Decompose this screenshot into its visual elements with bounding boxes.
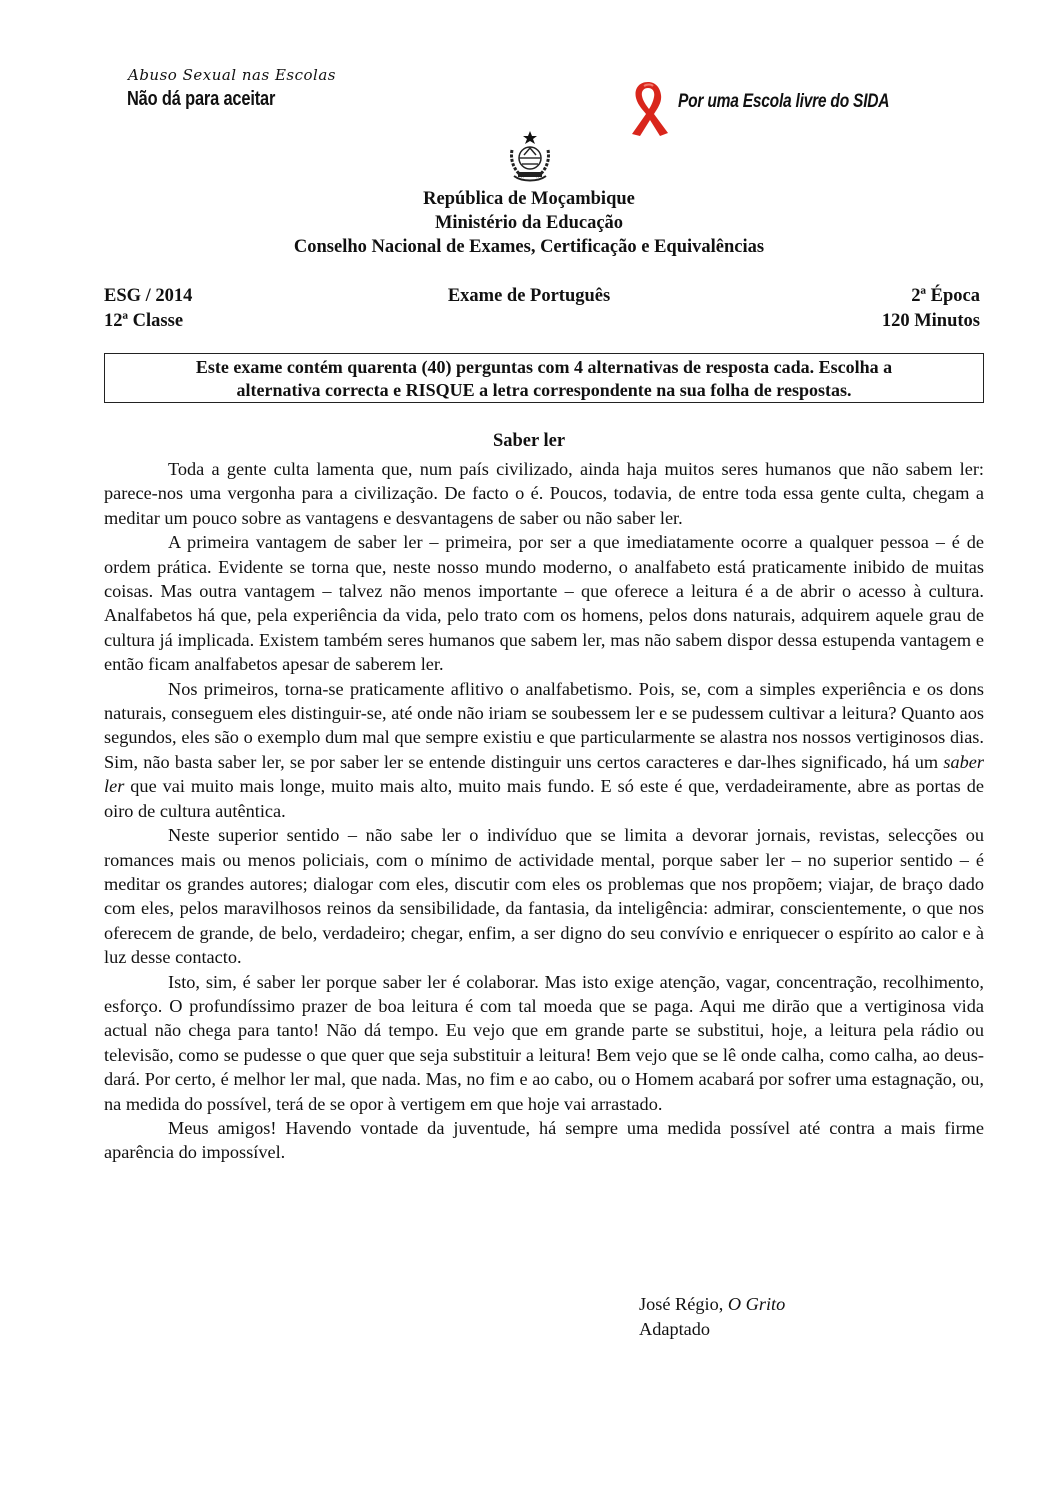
work-title: O Grito <box>727 1294 786 1314</box>
instructions-line-2: alternativa correcta e RISQUE a letra correspondente na sua folha de respostas. <box>236 380 852 400</box>
exam-season: 2ª Época <box>911 286 980 306</box>
paragraph-3-part-2: que vai muito mais longe, muito mais alto, muito mais fundo. E só este é que, verdadeiramente, abre as portas de oiro de cultura autêntica. <box>104 776 984 821</box>
red-ribbon-icon <box>622 78 674 138</box>
paragraph-6: Meus amigos! Havendo vontade da juventude, há sempre uma medida possível até contra a mais firme aparência do impossível. <box>104 1117 984 1163</box>
paragraph-2: A primeira vantagem de saber ler – primeira, por ser a que imediatamente ocorre a qualquer pessoa – é de ordem prática. Evidente se torna que, neste nosso mundo moderno, o analfabeto está praticamente inibido de muitas coisas. Mas outra vantagem – talvez não menos importante – que oferece a leitura é a de abrir o acesso à cultura. Analfabetos há que, pela experiência da vida, pelo trato com os homens, pelos dons naturais, adquirem aquele grau de cultura já implicada. Existem também seres humanos que sabem ler, mas não sabem dispor dessa estupenda vantagem e então ficam analfabetos apesar de saberem ler. <box>104 532 984 675</box>
campaign-slogan: Não dá para aceitar <box>127 88 276 110</box>
exam-subject: Exame de Português <box>447 286 611 306</box>
institution-ministry: Ministério da Educação <box>434 213 624 233</box>
aids-free-slogan: Por uma Escola livre do SIDA <box>678 91 890 112</box>
emphasis-saber-ler: saber ler <box>104 751 984 797</box>
instructions-box <box>104 353 984 403</box>
exam-code: ESG / 2014 <box>104 286 193 306</box>
paragraph-4: Neste superior sentido – não sabe ler o indivíduo que se limita a devorar jornais, revistas, selecções ou romances mais ou menos policiais, com o mínimo de actividade mental, porque saber ler – no superior sentido – é meditar os grandes autores; dialogar com eles, discutir com eles os problemas que nos propõem; viajar, de braço dado com eles, pelos maravilhosos reinos da sensibilidade, da fantasia, da inteligência: admirar, conscientemente, o que nos oferecem de grande, de belo, verdadeiro; chegar, enfim, a ser digno do seu convívio e enriquecer o espírito ao calor e à luz desse contacto. <box>104 825 984 968</box>
paragraph-3-part-1: Nos primeiros, torna-se praticamente aflitivo o analfabetismo. Pois, se, com a simples experiência e os dons naturais, conseguem eles distinguir-se, até onde não iriam se soubessem ler e se pudessem cultivar a leitura? Quanto aos segundos, eles são o exemplo dum mal que sempre existiu e que particularmente se alastra nos nossos vertiginosos dias. Sim, não basta saber ler, se por saber ler se entende distinguir uns certos caracteres e dar-lhes significado, há um <box>104 678 984 772</box>
source-citation <box>639 1292 785 1342</box>
campaign-script-header: Abuso Sexual nas Escolas <box>128 66 336 84</box>
instructions-line-1: Este exame contém quarenta (40) perguntas com 4 alternativas de resposta cada. Escolha a <box>195 357 893 377</box>
text-title: Saber ler <box>492 431 566 451</box>
institution-republic: República de Moçambique <box>423 189 635 209</box>
exam-duration: 120 Minutos <box>881 311 980 331</box>
paragraph-3 <box>104 677 984 823</box>
adaptation-note: Adaptado <box>639 1319 711 1339</box>
paragraph-1: Toda a gente culta lamenta que, num país civilizado, ainda haja muitos seres humanos que não sabem ler: parece-nos uma vergonha para a civilização. De facto o é. Poucos, todavia, de entre toda essa gente culta, chegam a meditar um pouco sobre as vantagens e desvantagens de saber ou não saber ler. <box>104 459 984 528</box>
paragraph-5: Isto, sim, é saber ler porque saber ler é colaborar. Mas isto exige atenção, vagar, concentração, recolhimento, esforço. O profundíssimo prazer de boa leitura é com tal moeda que se paga. Aqui me dirão que a vertiginosa vida actual não chega para tanto! Não dá tempo. Eu vejo que em grande parte se substitui, hoje, a leitura pela rádio ou televisão, como se pudesse o que quer que seja substituir a leitura! Bem vejo que se lê onde calha, como calha, ao deus-dará. Por certo, é melhor ler mal, que nada. Mas, no fim e ao cabo, ou o Homem acabará por sofrer uma estagnação, ou, na medida do possível, terá de se opor à vertigem em que hoje vai arrastado. <box>104 971 984 1114</box>
reading-passage <box>104 457 984 1165</box>
coat-of-arms-icon <box>502 128 558 184</box>
institution-council: Conselho Nacional de Exames, Certificação e Equivalências <box>293 237 765 257</box>
exam-grade: 12ª Classe <box>104 311 184 331</box>
author-name: José Régio, <box>639 1294 728 1314</box>
